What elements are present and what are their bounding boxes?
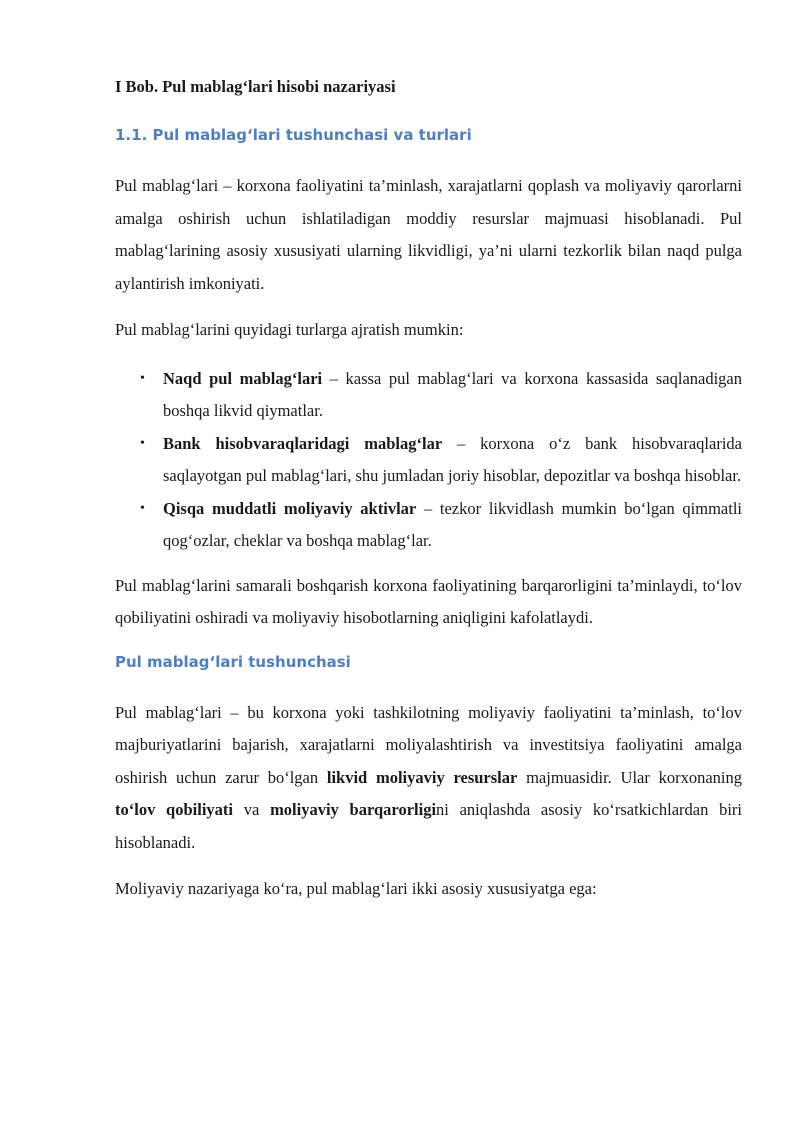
text-run: Pul mablag‘lari – bu korxona yoki tashkilotning moliyaviy faoliyatini ta’minlash, to‘lov majburiyatlarini bajarish, xarajatlarni moliyalashtirish va investitsiya faoliyatini amalga oshirish uchun zarur bo‘lgan xyxy=(115,702,742,787)
list-item-text: – kassa pul mablag‘lari va korxona kassasida saqlanadigan boshqa likvid qiymatlar. xyxy=(163,368,743,420)
list-item xyxy=(140,363,743,428)
text-run: majmuasidir. Ular korxonaning xyxy=(517,767,742,787)
list-item-term: Bank hisobvaraqlaridagi mablag‘lar xyxy=(163,433,443,453)
list-item-text: – korxona o‘z bank hisobvaraqlarida saqlayotgan pul mablag‘lari, shu jumladan joriy hisoblar, depozitlar va boshqa hisoblar. xyxy=(163,433,742,485)
list-item-term: Qisqa muddatli moliyaviy aktivlar xyxy=(163,498,417,518)
bold-term-solvency: to‘lov qobiliyati xyxy=(115,800,233,819)
bullet-icon: • xyxy=(140,370,145,386)
list-item xyxy=(140,428,742,493)
list-item-text: – tezkor likvidlash mumkin bo‘lgan qimmatli qog‘ozlar, cheklar va boshqa mablag‘lar. xyxy=(163,498,742,550)
text-run: ni aniqlashda asosiy ko‘rsatkichlardan biri hisoblanadi. xyxy=(115,800,742,852)
bold-term-stability: moliyaviy barqarorligi xyxy=(270,800,437,819)
types-list xyxy=(115,363,742,558)
paragraph-definition: Pul mablag‘lari – korxona faoliyatini ta’minlash, xarajatlarni qoplash va moliyaviy qarorlarni amalga oshirish uchun ishlatiladigan moddiy resurslar majmuasi hisoblanadi. Pul mablag‘larining asosiy xususiyati ularning likvidligi, ya’ni ularni tezkorlik bilan naqd pulga aylantirish imkoniyati. xyxy=(115,176,742,293)
list-item xyxy=(140,493,742,558)
paragraph-theory-intro: Moliyaviy nazariyaga ko‘ra, pul mablag‘lari ikki asosiy xususiyatga ega: xyxy=(115,879,597,898)
bullet-icon: • xyxy=(140,500,145,516)
bullet-icon: • xyxy=(140,435,145,451)
bold-term-liquid-resources: likvid moliyaviy resurslar xyxy=(326,767,518,787)
paragraph-types-intro: Pul mablag‘larini quyidagi turlarga ajratish mumkin: xyxy=(115,320,464,339)
paragraph-concept xyxy=(115,697,742,860)
section-heading-1-1: 1.1. Pul mablag‘lari tushunchasi va turlari xyxy=(115,126,472,144)
list-item-term: Naqd pul mablag‘lari xyxy=(163,368,323,388)
section-heading-concept: Pul mablag‘lari tushunchasi xyxy=(115,652,351,671)
paragraph-management: Pul mablag‘larini samarali boshqarish korxona faoliyatining barqarorligini ta’minlaydi, to‘lov qobiliyatini oshiradi va moliyaviy hisobotlarning aniqligini kafolatlaydi. xyxy=(115,575,742,627)
document-page xyxy=(115,74,742,920)
chapter-title: I Bob. Pul mablag‘lari hisobi nazariyasi xyxy=(115,77,396,96)
text-run: va xyxy=(233,800,271,819)
